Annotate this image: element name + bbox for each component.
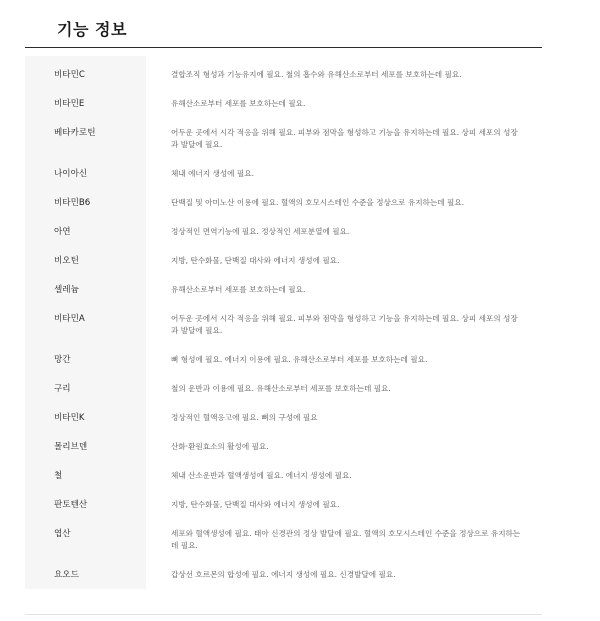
nutrient-name-cell: 비오틴 <box>25 242 146 271</box>
nutrient-name-cell: 구리 <box>25 370 146 399</box>
nutrient-name-cell: 몰리브덴 <box>25 428 146 457</box>
table-row <box>25 399 542 428</box>
table-row <box>25 556 542 589</box>
nutrient-name-cell: 아연 <box>25 213 146 242</box>
nutrient-name-cell: 베타카로틴 <box>25 114 146 155</box>
nutrient-name-cell: 철 <box>25 457 146 486</box>
nutrient-desc-cell: 단백질 및 아미노산 이용에 필요. 혈액의 호모시스테인 수준을 정상으로 유지하는데 필요. <box>171 198 465 207</box>
nutrient-desc-cell: 유해산소로부터 세포를 보호하는데 필요. <box>171 285 306 294</box>
nutrient-desc-cell: 체내 산소운반과 혈액생성에 필요. 에너지 생성에 필요. <box>171 471 352 480</box>
nutrient-desc-cell: 철의 운반과 이용에 필요. 유해산소로부터 세포를 보호하는데 필요. <box>171 384 391 393</box>
table-row <box>25 114 542 155</box>
nutrient-name-cell: 비타민A <box>25 300 146 341</box>
nutrient-desc-cell: 산화·환원효소의 활성에 필요. <box>171 442 269 451</box>
nutrient-name-cell: 망간 <box>25 341 146 370</box>
nutrient-name-cell: 비타민B6 <box>25 184 146 213</box>
top-divider <box>25 47 542 48</box>
table-row <box>25 515 542 556</box>
nutrient-desc-cell: 뼈 형성에 필요. 에너지 이용에 필요. 유해산소로부터 세포를 보호하는데 필요. <box>171 355 428 364</box>
nutrient-name-cell: 나이아신 <box>25 155 146 184</box>
table-row <box>25 271 542 300</box>
nutrient-desc-cell: 어두운 곳에서 시각 적응을 위해 필요. 피부와 점막을 형성하고 기능을 유지하는데 필요. 상피 세포의 성장과 발달에 필요. <box>171 314 518 335</box>
table-row <box>25 85 542 114</box>
nutrient-desc-cell: 결합조직 형성과 기능유지에 필요. 철의 흡수와 유해산소로부터 세포를 보호하는데 필요. <box>171 70 462 79</box>
nutrient-name-cell: 비타민C <box>25 56 146 85</box>
nutrient-name-cell: 비타민K <box>25 399 146 428</box>
table-row <box>25 486 542 515</box>
nutrient-name-cell: 셀레늄 <box>25 271 146 300</box>
table-row <box>25 213 542 242</box>
function-info-table <box>25 56 542 589</box>
nutrient-desc-cell: 체내 에너지 생성에 필요. <box>171 169 255 178</box>
table-row <box>25 184 542 213</box>
nutrient-desc-cell: 유해산소로부터 세포를 보호하는데 필요. <box>171 99 306 108</box>
table-row <box>25 155 542 184</box>
nutrient-desc-cell: 정상적인 혈액응고에 필요. 뼈의 구성에 필요 <box>171 413 318 422</box>
nutrient-desc-cell: 지방, 탄수화물, 단백질 대사와 에너지 생성에 필요. <box>171 256 340 265</box>
table-row <box>25 56 542 85</box>
table-row <box>25 300 542 341</box>
nutrient-name-cell: 판토텐산 <box>25 486 146 515</box>
nutrient-desc-cell: 정상적인 면역기능에 필요. 정상적인 세포분열에 필요. <box>171 227 350 236</box>
nutrient-desc-cell: 세포와 혈액생성에 필요. 태아 신경관의 정상 발달에 필요. 혈액의 호모시스테인 수준을 정상으로 유지하는데 필요. <box>171 529 521 550</box>
nutrient-desc-cell: 어두운 곳에서 시각 적응을 위해 필요. 피부와 점막을 형성하고 기능을 유지하는데 필요. 상피 세포의 성장과 발달에 필요. <box>171 128 518 149</box>
table-row <box>25 341 542 370</box>
nutrient-name-cell: 엽산 <box>25 515 146 556</box>
section-title: 기능 정보 <box>57 20 127 39</box>
nutrient-name-cell: 요오드 <box>25 556 146 589</box>
nutrient-name-cell: 비타민E <box>25 85 146 114</box>
table-row <box>25 457 542 486</box>
table-row <box>25 242 542 271</box>
table-row <box>25 370 542 399</box>
nutrient-desc-cell: 지방, 탄수화물, 단백질 대사와 에너지 생성에 필요. <box>171 500 340 509</box>
nutrient-desc-cell: 갑상선 호르몬의 합성에 필요. 에너지 생성에 필요. 신경발달에 필요. <box>171 570 396 579</box>
bottom-divider <box>25 614 542 615</box>
table-row <box>25 428 542 457</box>
